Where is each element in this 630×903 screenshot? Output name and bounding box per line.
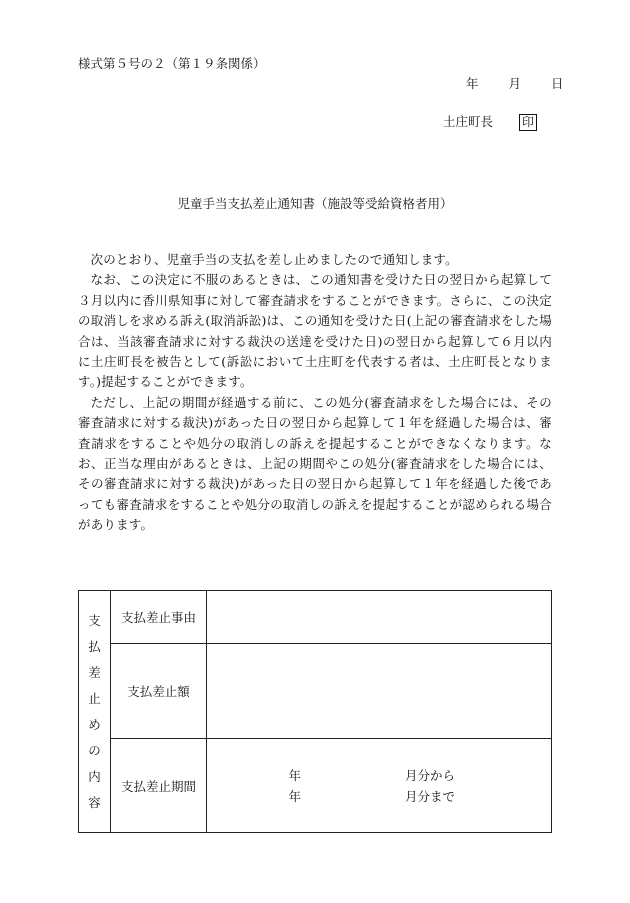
- period-from-year: 年: [288, 768, 301, 783]
- period-from: [207, 765, 551, 786]
- suspension-details-table: [78, 590, 552, 833]
- notice-body: [78, 250, 552, 536]
- body-paragraph: なお、この決定に不服のあるときは、この通知書を受けた日の翌日から起算して３月以内に香川県知事に対して審査請求をすることができます。さらに、この決定の取消しを求める訴え(取消訴訟)は、この通知を受けた日(上記の審査請求をした場合は、当該審査請求に対する裁決の送達を受けた日)の翌日から起算して６月以内に土庄町長を被告として(訴訟において土庄町を代表する者は、土庄町長となります。)提起することができます。: [78, 272, 552, 390]
- side-header: 支 払 差 止 め の 内 容: [79, 591, 111, 833]
- period-label: 支払差止期間: [111, 739, 207, 833]
- body-paragraph: 次のとおり、児童手当の支払を差し止めましたので通知します。: [90, 252, 458, 267]
- amount-label: 支払差止額: [111, 644, 207, 739]
- reason-label: 支払差止事由: [111, 591, 207, 644]
- period-to: [207, 786, 551, 807]
- body-paragraph: ただし、上記の期間が経過する前に、この処分(審査請求をした場合には、その審査請求に対する裁決)があった日の翌日から起算して１年を経過した場合は、審査請求をすることや処分の取消しの訴えを提起することができなくなります。なお、正当な理由があるときは、上記の期間やこの処分(審査請求をした場合には、その審査請求に対する裁決)があった日の翌日から起算して１年を経過した後であっても審査請求をすることや処分の取消しの訴えを提起することが認められる場合があります。: [78, 394, 552, 533]
- period-to-year: 年: [288, 789, 301, 804]
- date-day: 日: [551, 76, 564, 91]
- form-number: 様式第５号の２（第１９条関係）: [78, 56, 266, 71]
- period-from-month: 月分から: [404, 768, 455, 783]
- reason-value[interactable]: [207, 591, 552, 644]
- issuer: [443, 112, 537, 131]
- date-month: 月: [508, 76, 522, 91]
- period-value[interactable]: [207, 739, 552, 833]
- amount-value[interactable]: [207, 644, 552, 739]
- document-title: 児童手当支払差止通知書（施設等受給資格者用）: [177, 196, 453, 211]
- date-year: 年: [466, 76, 479, 91]
- period-to-month: 月分まで: [404, 789, 455, 804]
- seal-mark: 印: [519, 114, 537, 131]
- date-line: [466, 74, 564, 92]
- issuer-name: 土庄町長: [443, 114, 494, 129]
